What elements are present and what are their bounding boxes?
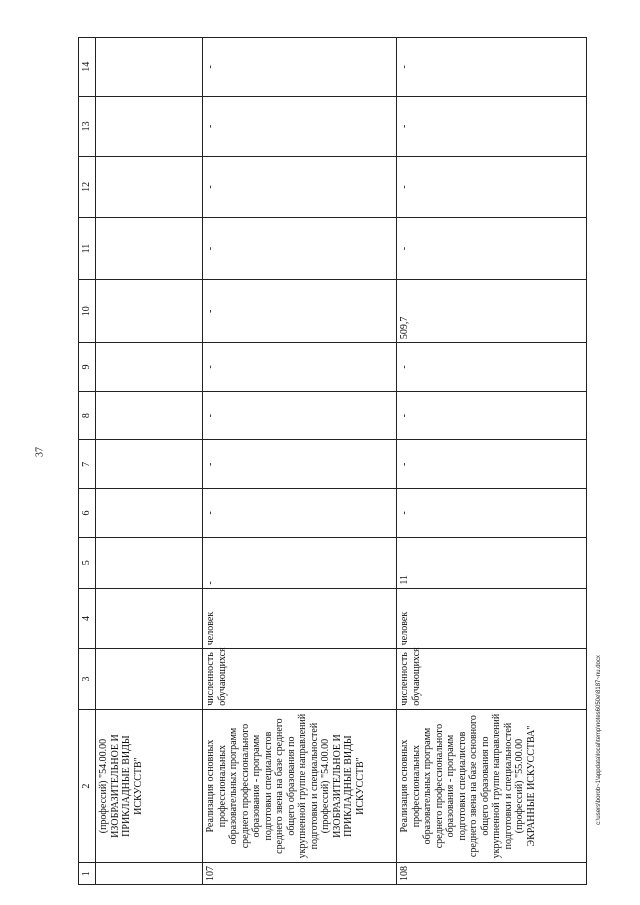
- row-number-cell: 107: [202, 863, 396, 885]
- page-number: 37: [34, 447, 46, 457]
- value-cell: -: [396, 157, 586, 218]
- column-header: 5: [78, 537, 95, 588]
- column-header: 14: [78, 38, 95, 97]
- value-cell: -: [396, 440, 586, 489]
- column-header: 10: [78, 280, 95, 343]
- column-header: 9: [78, 343, 95, 392]
- value-cell: -: [202, 440, 396, 489]
- value-cell: -: [396, 391, 586, 440]
- value-cell: -: [396, 217, 586, 280]
- program-name-cell: (профессий) "54.00.00 ИЗОБРАЗИТЕЛЬНОЕ И ПРИКЛАДНЫЕ ВИДЫ ИСКУССТВ": [95, 709, 202, 863]
- column-header: 6: [78, 489, 95, 538]
- table-row-continuation: [95, 38, 202, 885]
- value-cell: 509,7: [396, 280, 586, 343]
- table-header-row: [78, 38, 95, 885]
- indicator-cell: численность обучающихся: [202, 649, 396, 710]
- value-cell: -: [396, 38, 586, 97]
- column-header: 1: [78, 863, 95, 885]
- value-cell: [95, 537, 202, 588]
- value-cell: -: [202, 391, 396, 440]
- value-cell: -: [202, 157, 396, 218]
- value-cell: -: [202, 537, 396, 588]
- value-cell: [95, 157, 202, 218]
- value-cell: [95, 489, 202, 538]
- column-header: 12: [78, 157, 95, 218]
- value-cell: [95, 280, 202, 343]
- unit-cell: человек: [202, 588, 396, 649]
- value-cell: [95, 440, 202, 489]
- value-cell: -: [202, 280, 396, 343]
- indicator-cell: численность обучающихся: [396, 649, 586, 710]
- value-cell: 11: [396, 537, 586, 588]
- value-cell: [95, 391, 202, 440]
- column-header: 2: [78, 709, 95, 863]
- value-cell: [95, 38, 202, 97]
- indicator-cell: [95, 649, 202, 710]
- document-path-footer: c:\users\borob~1\appdata\local\temp\notes6050e\8187~nu.docx: [596, 655, 602, 825]
- column-header: 3: [78, 649, 95, 710]
- unit-cell: человек: [396, 588, 586, 649]
- column-header: 7: [78, 440, 95, 489]
- data-table: [78, 37, 587, 885]
- value-cell: -: [396, 96, 586, 157]
- value-cell: -: [202, 96, 396, 157]
- unit-cell: [95, 588, 202, 649]
- program-name-cell: Реализация основных профессиональных образовательных программ среднего профессионального образования - программ подготовки специалистов среднего звена на базе среднего общего образования по укрупненной группе направлений подготовки и специальностей (профессий) "54.00.00 ИЗОБРАЗИТЕЛЬНОЕ И ПРИКЛАДНЫЕ ВИДЫ ИСКУССТВ": [202, 709, 396, 863]
- value-cell: -: [202, 217, 396, 280]
- value-cell: -: [396, 489, 586, 538]
- value-cell: [95, 96, 202, 157]
- table-row: [396, 38, 586, 885]
- value-cell: [95, 217, 202, 280]
- row-number-cell: 108: [396, 863, 586, 885]
- program-name-cell: Реализация основных профессиональных образовательных программ среднего профессионального образования - программ подготовки специалистов среднего звена на базе основного общего образования по укрупненной группе направлений подготовки и специальностей (профессий) "55.00.00 ЭКРАННЫЕ ИСКУССТВА": [396, 709, 586, 863]
- column-header: 4: [78, 588, 95, 649]
- column-header: 13: [78, 96, 95, 157]
- value-cell: -: [396, 343, 586, 392]
- value-cell: -: [202, 38, 396, 97]
- column-header: 11: [78, 217, 95, 280]
- value-cell: -: [202, 343, 396, 392]
- column-header: 8: [78, 391, 95, 440]
- value-cell: [95, 343, 202, 392]
- data-table-container: [78, 37, 574, 885]
- table-row: [202, 38, 396, 885]
- value-cell: -: [202, 489, 396, 538]
- row-number-cell: [95, 863, 202, 885]
